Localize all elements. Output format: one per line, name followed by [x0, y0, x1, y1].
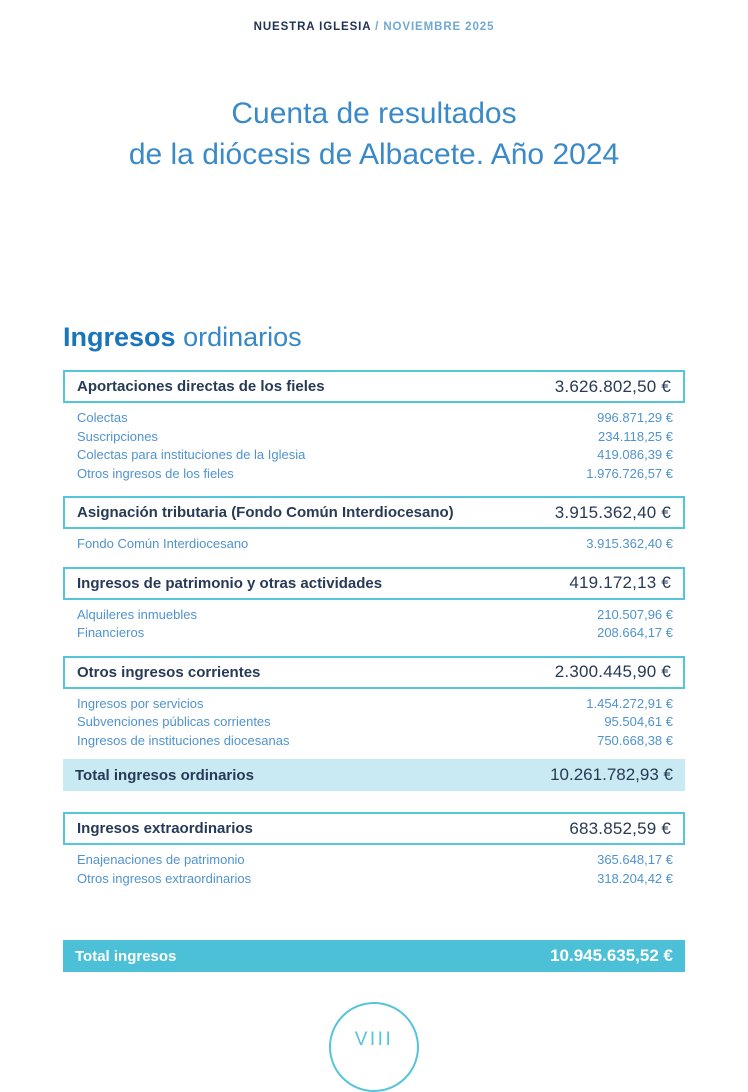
line-item-amount: 1.976.726,57 €	[586, 465, 673, 481]
page-title-line1: Cuenta de resultados	[231, 97, 517, 130]
group-header-asignacion-tributaria	[63, 496, 685, 529]
section-heading-bold: Ingresos	[63, 322, 176, 352]
line-item	[77, 606, 673, 625]
line-item	[77, 870, 673, 889]
page-title	[0, 93, 748, 175]
line-item-label: Subvenciones públicas corrientes	[77, 714, 271, 729]
group-items	[63, 600, 685, 643]
line-item-label: Otros ingresos de los fieles	[77, 465, 234, 481]
section-heading	[63, 321, 748, 353]
grand-total-row	[63, 940, 685, 972]
line-item-amount: 365.648,17 €	[597, 852, 673, 867]
line-item-amount: 208.664,17 €	[597, 625, 673, 640]
group-label: Ingresos de patrimonio y otras actividades	[77, 574, 383, 592]
line-item-amount: 750.668,38 €	[597, 732, 673, 748]
line-item	[77, 732, 673, 751]
line-item	[77, 713, 673, 732]
line-item-label: Financieros	[77, 625, 145, 640]
line-item-label: Colectas para instituciones de la Iglesia	[77, 447, 306, 462]
group-amount: 2.300.445,90 €	[554, 662, 671, 681]
total-ordinary-row	[63, 759, 685, 791]
page-number-badge	[329, 1002, 419, 1092]
line-item	[77, 624, 673, 643]
page-number: VIII	[354, 1029, 394, 1050]
line-item-amount: 1.454.272,91 €	[586, 695, 673, 711]
group-header-patrimonio	[63, 567, 685, 600]
line-item-amount: 234.118,25 €	[598, 428, 673, 444]
line-item-label: Ingresos por servicios	[77, 695, 204, 711]
group-amount: 683.852,59 €	[569, 818, 671, 838]
group-header-extraordinarios	[63, 812, 685, 845]
group-items	[63, 529, 685, 554]
line-item-label: Enajenaciones de patrimonio	[77, 852, 245, 867]
group-label: Ingresos extraordinarios	[77, 820, 253, 837]
line-item-label: Colectas	[77, 410, 128, 425]
line-item-amount: 419.086,39 €	[597, 447, 673, 462]
section-heading-light: ordinarios	[183, 322, 302, 352]
line-item	[77, 695, 673, 714]
line-item	[77, 446, 673, 465]
line-item	[77, 851, 673, 870]
line-item-label: Alquileres inmuebles	[77, 606, 197, 622]
group-amount: 419.172,13 €	[569, 573, 671, 592]
group-label: Aportaciones directas de los fieles	[77, 378, 325, 395]
publication-name: NUESTRA IGLESIA	[253, 21, 372, 33]
line-item	[77, 535, 673, 554]
line-item-label: Ingresos de instituciones diocesanas	[77, 732, 290, 748]
grand-total-label: Total ingresos	[75, 947, 177, 965]
issue-date: / NOVIEMBRE 2025	[375, 21, 495, 33]
line-item-amount: 318.204,42 €	[597, 870, 673, 886]
group-header-aportaciones	[63, 370, 685, 403]
line-item-amount: 996.871,29 €	[597, 410, 673, 425]
line-item-amount: 210.507,96 €	[597, 606, 673, 622]
line-item	[77, 465, 673, 484]
group-items	[63, 403, 685, 483]
total-ordinary-amount: 10.261.782,93 €	[550, 765, 673, 784]
group-amount: 3.915.362,40 €	[554, 502, 671, 522]
line-item	[77, 409, 673, 428]
group-amount: 3.626.802,50 €	[554, 376, 671, 396]
grand-total-amount: 10.945.635,52 €	[550, 946, 673, 965]
line-item-label: Suscripciones	[77, 428, 158, 444]
income-statement	[63, 370, 685, 972]
line-item-amount: 95.504,61 €	[604, 714, 673, 729]
group-label: Otros ingresos corrientes	[77, 663, 261, 681]
line-item-label: Otros ingresos extraordinarios	[77, 870, 252, 886]
group-items	[63, 845, 685, 888]
page-title-line2: de la diócesis de Albacete. Año 2024	[128, 138, 620, 171]
group-items	[63, 689, 685, 751]
line-item-amount: 3.915.362,40 €	[586, 536, 673, 551]
line-item	[77, 428, 673, 447]
group-label: Asignación tributaria (Fondo Común Interdiocesano)	[77, 504, 454, 521]
group-header-otros-corrientes	[63, 656, 685, 689]
line-item-label: Fondo Común Interdiocesano	[77, 536, 249, 551]
total-ordinary-label: Total ingresos ordinarios	[75, 766, 254, 784]
masthead	[0, 0, 748, 33]
